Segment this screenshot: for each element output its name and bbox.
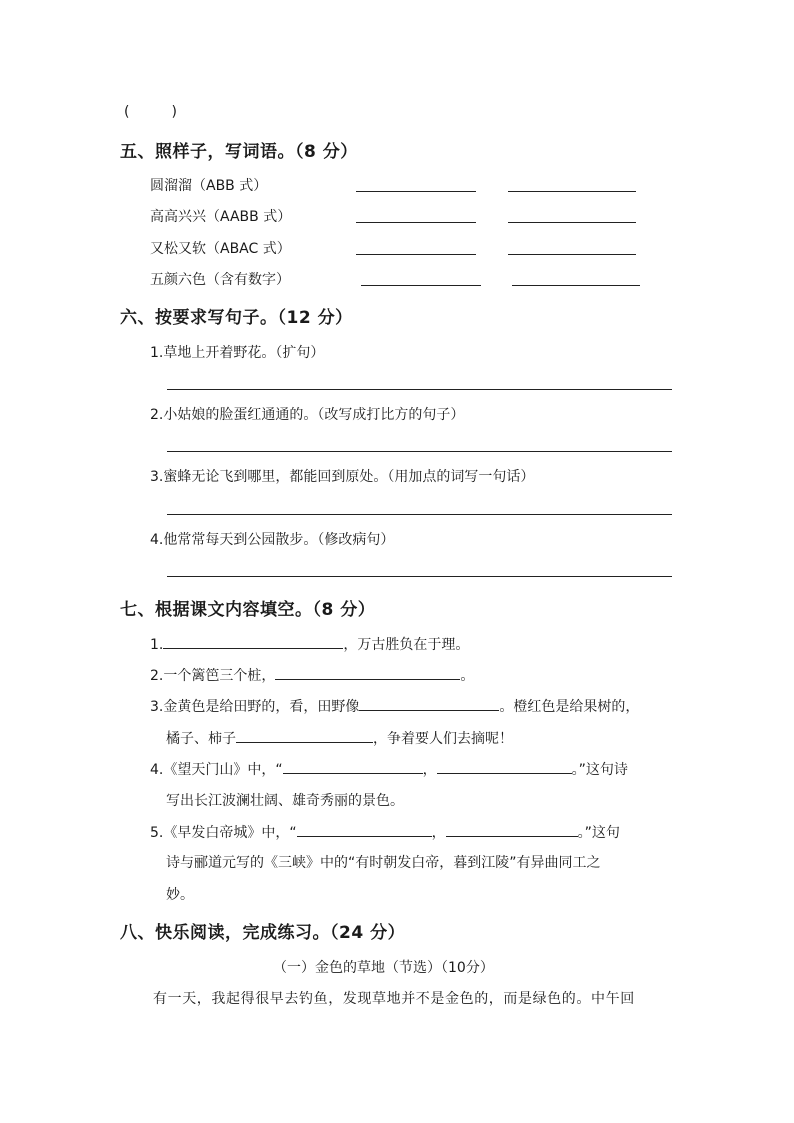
- question-text: 。”这句诗: [571, 762, 628, 778]
- fill-blank[interactable]: [283, 758, 423, 774]
- question-text: 。: [460, 668, 475, 684]
- question-text: 5.《早发白帝城》中，“: [150, 825, 297, 841]
- question-text: 。橙红色是给果树的，: [499, 699, 640, 715]
- fill-question-5-line-3: 妙。: [166, 887, 194, 903]
- fill-question-4-line-1: [150, 758, 628, 779]
- answer-line[interactable]: [167, 576, 672, 577]
- question-text: 3.金黄色是给田野的，看，田野像: [150, 699, 360, 715]
- word-pattern-1: 圆溜溜（ABB 式）: [150, 178, 268, 194]
- fill-question-2: [150, 664, 474, 685]
- question-number: 1.: [150, 637, 164, 653]
- section-5-title: 五、照样子，写词语。（8 分）: [120, 142, 358, 162]
- question-text: 橘子、柿子: [166, 731, 236, 747]
- fill-blank[interactable]: [437, 758, 572, 774]
- answer-blank[interactable]: [508, 254, 636, 255]
- reading-passage-title: （一）金色的草地（节选）（10分）: [273, 960, 494, 976]
- fill-blank[interactable]: [275, 664, 460, 680]
- fill-blank[interactable]: [163, 633, 343, 649]
- fill-blank[interactable]: [446, 821, 578, 837]
- answer-line[interactable]: [167, 514, 672, 515]
- sentence-task-3: 3.蜜蜂无论飞到哪里，都能回到原处。（用加点的词写一句话）: [150, 469, 535, 485]
- answer-blank[interactable]: [512, 285, 640, 286]
- fill-question-3-line-2: [166, 727, 513, 748]
- fill-blank[interactable]: [297, 821, 432, 837]
- section-6-title: 六、按要求写句子。（12 分）: [120, 308, 353, 328]
- word-pattern-3: 又松又软（ABAC 式）: [150, 241, 291, 257]
- question-text: 。”这句: [577, 825, 620, 841]
- answer-line[interactable]: [167, 451, 672, 452]
- answer-blank[interactable]: [356, 191, 476, 192]
- answer-blank[interactable]: [361, 285, 481, 286]
- fill-question-5-line-1: [150, 821, 620, 842]
- fill-question-3-line-1: [150, 695, 639, 716]
- reading-passage-text: 有一天，我起得很早去钓鱼，发现草地并不是金色的，而是绿色的。中午回: [153, 991, 635, 1007]
- answer-blank[interactable]: [508, 191, 636, 192]
- fill-blank[interactable]: [236, 727, 373, 743]
- answer-blank[interactable]: [508, 222, 636, 223]
- section-8-title: 八、快乐阅读，完成练习。（24 分）: [120, 923, 406, 943]
- answer-blank[interactable]: [356, 254, 476, 255]
- fill-question-4-line-2: 写出长江波澜壮阔、雄奇秀丽的景色。: [166, 793, 404, 809]
- question-text: ，争着要人们去摘呢！: [373, 731, 513, 747]
- question-text: ，万古胜负在于理。: [343, 637, 470, 653]
- fill-blank[interactable]: [359, 695, 499, 711]
- section-7-title: 七、根据课文内容填空。（8 分）: [120, 600, 376, 620]
- answer-line[interactable]: [167, 389, 672, 390]
- question-text: 2.一个篱笆三个桩，: [150, 668, 276, 684]
- answer-parentheses: ( ): [124, 104, 177, 120]
- word-pattern-2: 高高兴兴（AABB 式）: [150, 209, 292, 225]
- question-text: ，: [431, 825, 446, 841]
- fill-question-1: [150, 633, 469, 654]
- sentence-task-1: 1.草地上开着野花。（扩句）: [150, 345, 325, 361]
- sentence-task-4: 4.他常常每天到公园散步。（修改病句）: [150, 532, 395, 548]
- question-text: 4.《望天门山》中，“: [150, 762, 283, 778]
- sentence-task-2: 2.小姑娘的脸蛋红通通的。（改写成打比方的句子）: [150, 407, 465, 423]
- question-text: ，: [422, 762, 437, 778]
- word-pattern-4: 五颜六色（含有数字）: [150, 272, 290, 288]
- answer-blank[interactable]: [356, 222, 476, 223]
- fill-question-5-line-2: 诗与郦道元写的《三峡》中的“有时朝发白帝，暮到江陵”有异曲同工之: [166, 855, 601, 871]
